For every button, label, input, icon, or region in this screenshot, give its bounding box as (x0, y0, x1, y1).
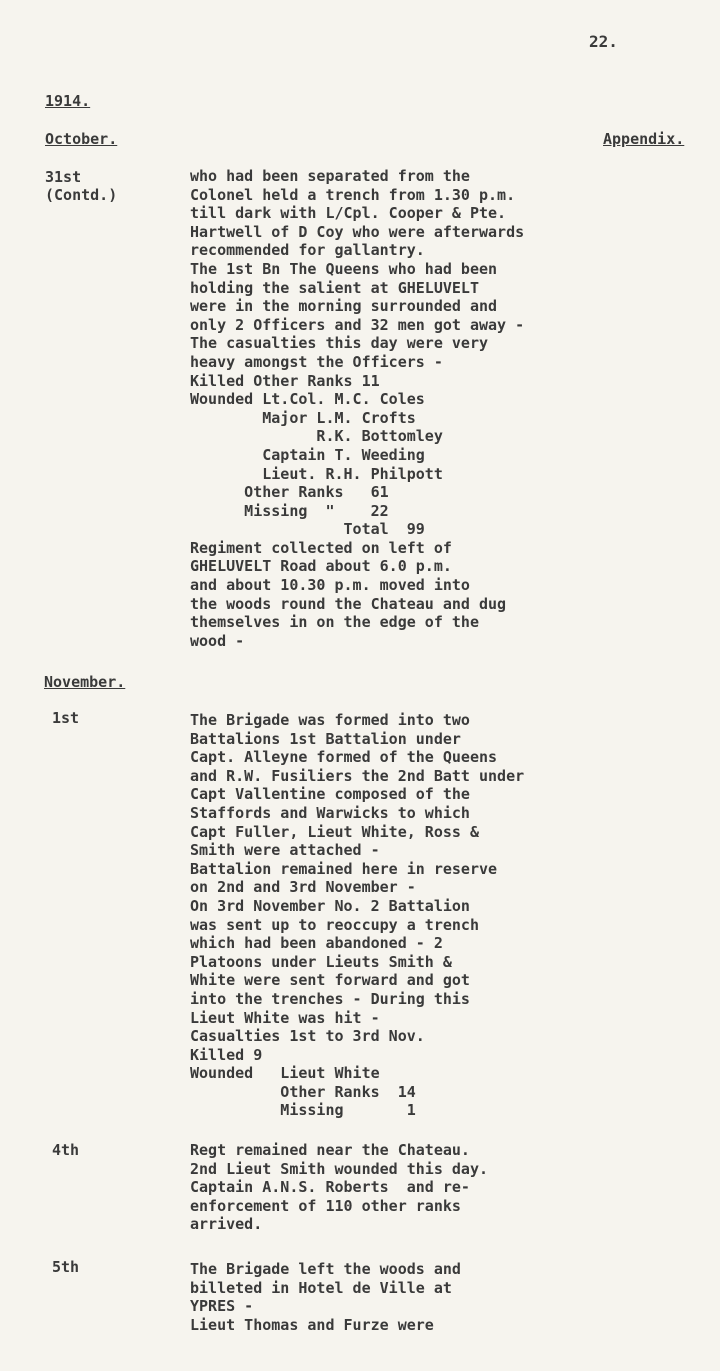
entry-text: who had been separated from the Colonel held a trench from 1.30 p.m. till dark with L/Cpl. Cooper & Pte. Hartwell of D Coy who were afterwards recommended for gallantry. The 1st Bn The Queens who had been holding the salient at GHELUVELT were in the morning surrounded and only 2 Officers and 32 men got away - The casualties this day were very heavy amongst the Officers - Killed Other Ranks 11 Wounded Lt.Col. M.C. Coles Major L.M. Crofts R.K. Bottomley Captain T. Weeding Lieut. R.H. Philpott Other Ranks 61 Missing " 22 Total 99 Regiment collected on left of GHELUVELT Road about 6.0 p.m. and about 10.30 p.m. moved into the woods round the Chateau and dug themselves in on the edge of the wood - (190, 167, 525, 650)
entry-date: 4th (52, 1141, 80, 1159)
entry-date: 1st (52, 709, 80, 727)
page-number: 22. (589, 32, 618, 51)
year-heading: 1914. (45, 92, 91, 110)
month-heading-november: November. (44, 673, 126, 691)
entry-text: The Brigade left the woods and billeted in Hotel de Ville at YPRES - Lieut Thomas and Furze were (190, 1260, 461, 1334)
entry-text: Regt remained near the Chateau. 2nd Lieut Smith wounded this day. Captain A.N.S. Roberts and re- enforcement of 110 other ranks arrived. (190, 1141, 489, 1234)
month-heading-october: October. (45, 130, 118, 148)
entry-text: The Brigade was formed into two Battalions 1st Battalion under Capt. Alleyne formed of the Queens and R.W. Fusiliers the 2nd Batt under Capt Vallentine composed of the Staffords and Warwicks to which Capt Fuller, Lieut White, Ross & Smith were attached - Battalion remained here in reserve on 2nd and 3rd November - On 3rd November No. 2 Battalion was sent up to reoccupy a trench which had been abandoned - 2 Platoons under Lieuts Smith & White were sent forward and got into the trenches - During this Lieut White was hit - Casualties 1st to 3rd Nov. Killed 9 Wounded Lieut White Other Ranks 14 Missing 1 (190, 711, 525, 1120)
entry-date: 31st (Contd.) (45, 168, 118, 204)
appendix-heading: Appendix. (603, 130, 685, 148)
entry-date: 5th (52, 1258, 80, 1276)
